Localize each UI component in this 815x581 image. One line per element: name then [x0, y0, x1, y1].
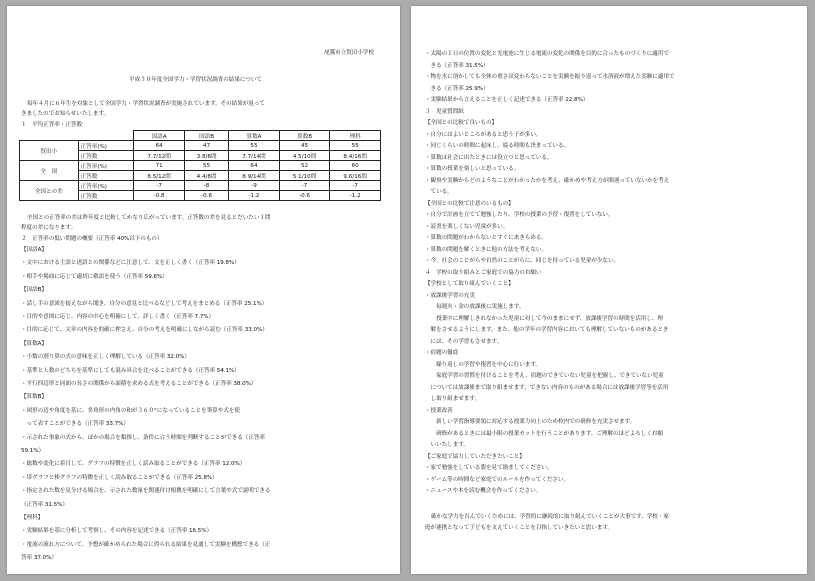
table-cell: 64: [229, 161, 280, 171]
table-cell: -9: [229, 181, 280, 191]
score-table: [19, 130, 381, 201]
text-line: （正答率 31.5%）: [21, 501, 68, 508]
text-line: 授業中に理解しきれなかった児童に対して今のままにせず、放課後学習の時間を活用し、理: [425, 315, 663, 322]
text-line: ・目的や意図に応じ、内容の中心を明確にして、詳しく書く（正答率 7.7%）: [21, 314, 215, 320]
text-line: ・算数の問題を解くときに他の方法を考えない。: [425, 246, 547, 253]
table-cell: -0.6: [184, 191, 228, 201]
table-cell: 45: [279, 141, 330, 151]
table-cell: 9.6/16問: [330, 171, 381, 181]
table-cell: 7.7/14問: [229, 151, 280, 161]
text-line: ・授業改善: [425, 407, 453, 414]
text-line: 毎週火・金の放課後に実施します。: [425, 304, 525, 310]
table-header-cell: 算数B: [279, 131, 330, 141]
text-line: 59.1%）: [21, 448, 45, 454]
table-cell: -7: [134, 181, 185, 191]
text-line: ている。: [425, 189, 453, 195]
table-cell: 47: [184, 141, 228, 151]
text-line: ・自分にはよいところがあると思う子が多い。: [425, 131, 542, 138]
text-line: 【全国との比較で注意のいるもの】: [425, 200, 514, 207]
closing-line: 庭が連携となって子どもを支えていくことを目指していきたいと思います。: [425, 525, 614, 531]
text-line: ・ゲーム等の時間など家庭でのルールを作ってください。: [425, 476, 570, 483]
row-label: 正答率(%): [78, 141, 134, 151]
text-line: 繰り返しの学習や復習を中心に行います。: [425, 361, 541, 368]
table-cell: 4.4/8問: [184, 171, 228, 181]
row-label: 正答数: [78, 171, 134, 181]
text-line: ・話し手の意図を捉えながら聞き、自分の意見と比べるなどして考えをまとめる（正答率 25.1%）: [21, 300, 268, 307]
text-line: ・観察や実験からどのようなことがわかったかを考え、確かめや考え方が間違っていないかを考え: [425, 177, 670, 184]
table-header-cell: 国語B: [184, 131, 228, 141]
table-row: [20, 141, 381, 151]
text-line: ・算数の授業を楽しいと思っている。: [425, 166, 520, 172]
school-name: 尾鷲市立賀田小学校: [324, 50, 374, 56]
table-cell: -7: [330, 181, 381, 191]
text-line: ・図形の辺や角度を基に、多角形の内角の和が３６０°になっていることを筆算や式を使: [21, 407, 240, 414]
table-header-cell: 理科: [330, 131, 381, 141]
row-label: 正答数: [78, 191, 134, 201]
table-cell: 8.5/12問: [134, 171, 185, 181]
text-line: ４ 学校の取り組みとご家庭での協力のお願い: [425, 269, 542, 276]
table-header-row: [20, 131, 381, 141]
text-line: ・文中における主語と述語との関係などに注意して、文を正しく書く（正答率 19.8%）: [21, 260, 240, 267]
table-cell: 71: [134, 161, 185, 171]
table-cell: -0.6: [279, 191, 330, 201]
table-header-cell: 国語A: [134, 131, 185, 141]
text-line: ・実験結果から言えることを正しく記述できる（正答率 22.8%）: [425, 97, 589, 103]
text-line: 新しい学習指導要領に対応する授業力向上のため校内での研修を充実させます。: [425, 419, 636, 425]
text-line: 【学校として取り組んでいくこと】: [425, 281, 514, 287]
table-cell: 8.9/14問: [229, 171, 280, 181]
table-cell: 55: [184, 161, 228, 171]
row-group-label: 全 国: [20, 161, 79, 181]
section-heading: １ 平均正答率・正答数: [21, 122, 82, 128]
table-cell: -1.2: [330, 191, 381, 201]
row-label: 正答率(%): [78, 161, 134, 171]
text-line: ・ニュースや本を読む機会を作ってください。: [425, 488, 542, 494]
text-line: ・実験結果を基に分析して考察し、その内容を記述できる（正答率 16.5%）: [21, 528, 213, 535]
table-cell: 4.5/10問: [279, 151, 330, 161]
text-line: ・小数の割り算の式の意味を正しく理解している（正答率 32.0%）: [21, 354, 190, 361]
table-cell: 64: [134, 141, 185, 151]
table-cell: 5.1/10問: [279, 171, 330, 181]
document-page-1: [7, 6, 400, 574]
closing-line: 確かな学力を育んでいくためには、学習的に継続的に取り組んでいくことが大事です。学校・家: [431, 514, 669, 520]
table-header-cell: 算数A: [229, 131, 280, 141]
text-line: ・総数や変化に着目して、グラフの特徴を正しく読み取ることができる（正答率 12.0%）: [21, 461, 246, 468]
text-line: いいたします。: [425, 442, 469, 448]
text-line: ３ 児童質問紙: [425, 108, 464, 115]
text-line: ・読書を楽しくない児童が多い。: [425, 223, 509, 230]
body-line: 程度の差になります。: [21, 225, 76, 231]
row-group-label: 全国との差: [20, 181, 79, 201]
table-cell: 52: [279, 161, 330, 171]
text-line: ・相手や場面に応じて適切に敬語を使う（正答率 59.6%）: [21, 273, 168, 280]
table-row: [20, 181, 381, 191]
text-line: ・太陽の１日の位置の変化と光電池に生じる電流の変化の関係を目的に合ったものづくりに適用で: [425, 51, 669, 57]
text-line: ・平行四辺形と同面の長さの関係から面積を求める式を考えることができる（正答率 38.0%）: [21, 381, 257, 387]
text-line: には、その学習もさせます。: [425, 338, 503, 345]
table-cell: -1.2: [229, 191, 280, 201]
table-cell: -7: [279, 181, 330, 191]
text-line: ・基準と人数のどちらを基準にしても混み具合を比べることができる（正答率 54.1%）: [21, 367, 240, 374]
text-line: 【国語B】: [21, 287, 47, 294]
text-line: 【算数B】: [21, 394, 47, 401]
text-line: 【算数A】: [21, 340, 47, 347]
text-line: 【全国との比較で良いもの】: [425, 120, 498, 126]
text-line: ・宿題の徹底: [425, 350, 459, 356]
text-line: 【ご家庭で協力していただきたいこと】: [425, 453, 525, 460]
text-line: ・自分で計画を立てて勉強したり、学校の授業の予習・復習をしていない。: [425, 212, 614, 218]
intro-line: 毎年４月に６年生を対象として全国学力・学習状況調査が実施されています。その結果が返って: [27, 101, 265, 107]
table-cell: -0.8: [134, 191, 185, 201]
row-label: 正答数: [78, 151, 134, 161]
text-line: 【国語A】: [21, 247, 47, 253]
text-line: ・帯グラフと棒グラフの特徴を正しく読み取ることができる（正答率 25.8%）: [21, 474, 218, 481]
text-line: 【理科】: [21, 515, 44, 521]
document-title: 平成３０年度全国学力・学習状況調査の結果について: [129, 77, 262, 83]
text-line: って表すことができる（正答率 33.7%）: [21, 421, 129, 428]
table-row: [20, 161, 381, 171]
table-cell: 7.7/12問: [134, 151, 185, 161]
row-group-label: 賀田小: [20, 141, 79, 161]
text-line: ・算数は社会に出たときには役立つと思っている。: [425, 154, 553, 161]
text-line: ・今、社会のことがらや自然のことがらに、同じを持っている児童が少ない。: [425, 258, 620, 264]
document-page-2: [411, 6, 807, 574]
table-cell: 60: [330, 161, 381, 171]
table-cell: 55: [330, 141, 381, 151]
text-line: ・家で勉強をしている姿を見て励ましてください。: [425, 465, 553, 471]
section-heading: ２ 正答率の低い問題の概要（正答率 40%以下のもの）: [21, 236, 163, 242]
text-line: きる（正答率 31.5%）: [425, 62, 489, 69]
text-line: 解をさせるようにします。また、他の学年の学習内容においても理解していないものがあるとき: [425, 327, 669, 333]
text-line: ・示された事象の式から、ほかの場合を類推し、条件に合う時間を判断することができる（正答率: [21, 434, 265, 441]
text-line: ・放課後学習の充実: [425, 292, 475, 299]
table-cell: 8.4/16問: [330, 151, 381, 161]
table-cell: 55: [229, 141, 280, 151]
body-line: 全国との正答率の差は昨年度と比較してかなり広がっています。正答数の差を見るとだいたい１問: [27, 215, 271, 221]
text-line: ・算数の問題がわからないとすぐにあきらめる。: [425, 235, 547, 241]
text-line: 答率 37.0%）: [21, 555, 57, 562]
text-line: ・物を水に溶かしても全体の重さは変わらないことを実験を振り返って水溶液が増えた実験に適用で: [425, 74, 675, 80]
text-line: ・電流の流れ方について、予想が確かめられた場合に得られる結果を見通して実験を構想できる（正: [21, 541, 271, 548]
text-line: 家庭学習の習慣を付けることを考え、宿題のできていない児童を把握し、できていない児童: [425, 373, 664, 379]
text-line: 研修があるときには最小限の授業カットを行うことがあります。ご理解のほどよろしくお願: [425, 430, 663, 437]
intro-line: きましたのでお知らせいたします。: [21, 111, 110, 117]
text-line: ・同じくらいの時間に起床し、寝る時間も決まっている。: [425, 143, 570, 149]
text-line: ・指定された数を見分ける場合を、示された数量を関連付け根拠を明確にして言葉や式で説明できる: [21, 488, 271, 495]
text-line: については放課後まで取り組ませます。できない内容のものがある場合には放課後学習等を活用: [425, 384, 669, 391]
text-line: ・目的に応じて、文章の内容を的確に押さえ、自分の考えを明確にしながら読む（正答率 33.0%）: [21, 327, 268, 334]
row-label: 正答率(%): [78, 181, 134, 191]
table-cell: -8: [184, 181, 228, 191]
table-cell: 3.8/8問: [184, 151, 228, 161]
text-line: し取り組ませます。: [425, 396, 480, 402]
text-line: きる（正答率 25.9%）: [425, 85, 489, 92]
